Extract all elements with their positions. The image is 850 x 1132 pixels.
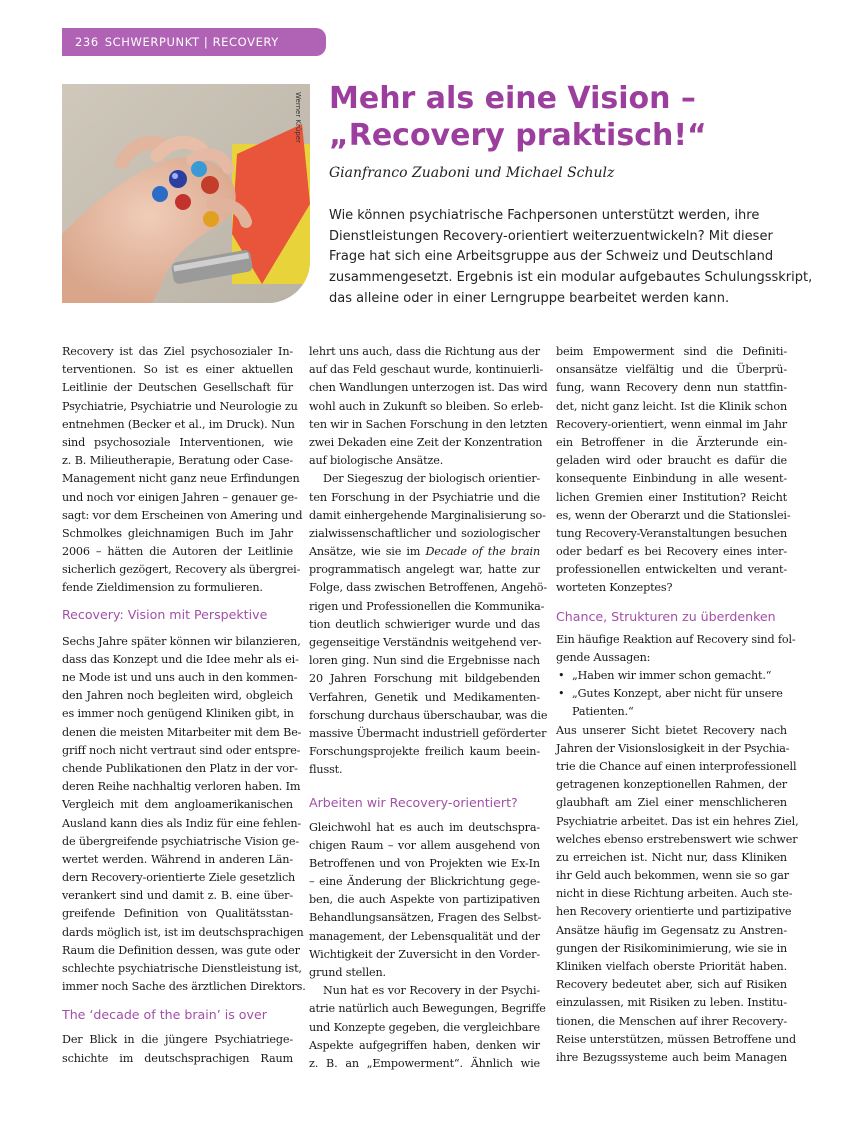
text-line: schlechte psychiatrische Dienstleistung ist, (62, 962, 302, 975)
paragraph (62, 1031, 293, 1067)
text-line: immer noch Sache des ärztlichen Direktors. (62, 980, 306, 994)
section-heading: Arbeiten wir Recovery-orientiert? (309, 794, 518, 810)
text-line: Verfahren, Genetik und Medikamenten- (309, 690, 540, 704)
page-number: 236 (75, 35, 99, 49)
text-line: Raum die Definition dessen, was gute oder (62, 943, 300, 957)
text-line: zialwissenschaftlicher und soziologischer (309, 526, 540, 540)
text-line: de übergreifende psychiatrische Vision ge- (62, 834, 299, 848)
lead-line: Dienstleistungen Recovery-orientiert weiterzuentwickeln? Mit dieser (329, 228, 773, 244)
list-item: • „Haben wir immer schon gemacht.“ (556, 667, 787, 685)
text-line: sagt: vor dem Erscheinen von Amering und (62, 508, 303, 522)
text-line: Recovery-orientiert, wenn einmal im Jahr (556, 417, 787, 431)
text-line: lichen Gremien einer Institution? Reicht (556, 490, 787, 504)
lead-line: Wie können psychiatrische Fachpersonen unterstützt werden, ihre (329, 208, 760, 223)
section-heading: Recovery: Vision mit Perspektive (62, 606, 268, 622)
text-line: dass das Konzept und die Idee mehr als ei- (62, 652, 299, 666)
text-line: Ein häufige Reaktion auf Recovery sind fol- (556, 632, 796, 646)
text-line: forschung durchaus überschaubar, was die (309, 708, 548, 722)
text-line: und noch vor einigen Jahren – genauer ge- (62, 490, 298, 504)
text-line: damit einhergehende Marginalisierung so- (309, 508, 546, 522)
paragraph (556, 722, 799, 1068)
bullet-list (556, 667, 787, 722)
text-line: Nun hat es vor Recovery in der Psychi- (323, 984, 540, 998)
text-line: 2006 – hätten die Autoren der Leitlinie (62, 545, 293, 559)
title-line: „Recovery praktisch!“ (329, 118, 707, 153)
lead-line: Frage hat sich eine Arbeitsgruppe aus der Schweiz und Deutschland (329, 249, 774, 265)
text-line: onsansätze vielfältig und die Überprü- (556, 363, 787, 377)
photo-credit: Werner Krüper (294, 92, 302, 143)
text-line: Psychiatrie arbeitet. Das ist ein hehres Ziel, (556, 814, 799, 828)
text-line: gende Aussagen: (556, 650, 651, 664)
text-line: Vergleich mit dem angloamerikanischen (62, 798, 293, 812)
text-line: trie die Chance auf einen interprofessionell (556, 759, 797, 773)
text-line: denen die meisten Mitarbeiter mit dem Be- (62, 725, 302, 739)
text-line: wohl auch in Zukunft so bleiben. So erleb- (309, 399, 544, 413)
text-line: Jahren der Visionslosigkeit in der Psychia- (556, 741, 790, 755)
text-line: Management nicht ganz neue Erfindungen (62, 472, 300, 486)
text-line: programmatisch angelegt war, hatte zur (309, 563, 540, 577)
text-line: verankert sind und damit z. B. eine über- (62, 889, 293, 903)
text-line: tung Recovery-Veranstaltungen besuchen (556, 526, 787, 540)
text-line: Psychiatrie, Psychiatrie und Neurologie zu (62, 399, 298, 413)
text-line: oder bedarf es bei Recovery eines inter- (556, 545, 787, 559)
text-line: massive Übermacht industriell geförderter (309, 726, 547, 740)
text-line: 20 Jahren Forschung mit bildgebenden (309, 672, 540, 686)
text-line: ten Forschung in der Psychiatrie und die (309, 490, 540, 504)
text-line: dern Recovery-orientierte Ziele gesetzlich (62, 871, 296, 885)
text-run: Ansätze, wie sie im (309, 545, 426, 559)
text-line: welches ebenso erstrebenswert wie schwer (556, 832, 798, 846)
text-line: ihre Bezugssysteme auch beim Managen (556, 1050, 787, 1064)
text-line: chen Wandlungen unterzogen ist. Das wird (309, 381, 548, 395)
text-line: management, der Lebensqualität und der (309, 929, 540, 943)
paragraph (309, 982, 546, 1073)
paragraph (309, 819, 540, 983)
text-line: lehrt uns auch, dass die Richtung aus der (309, 345, 540, 358)
text-line: entnehmen (Becker et al., im Druck). Nun (62, 417, 295, 431)
paragraph (556, 631, 796, 667)
text-line: Leitlinie der Deutschen Gesellschaft für (62, 381, 293, 395)
text-line: Gleichwohl hat es auch im deutschspra- (309, 820, 540, 834)
text-line: rigen und Professionellen die Kommunika- (309, 599, 545, 613)
text-line: greifende Definition von Qualitätsstan- (62, 907, 293, 921)
paragraph (309, 470, 548, 779)
text-line: loren ging. Nun sind die Ergebnisse nach (309, 654, 540, 668)
text-line: tionen, die Menschen auf ihrer Recovery- (556, 1014, 787, 1028)
article-title (329, 80, 799, 154)
section-heading: The ‘decade of the brain’ is over (62, 1007, 267, 1023)
text-line: chigen Raum – vor allem ausgehend von (309, 838, 540, 852)
paragraph (556, 343, 791, 598)
text-line: auf biologische Ansätze. (309, 454, 444, 468)
text-line: ten wir in Sachen Forschung in den letzten (309, 417, 548, 431)
text-line: Folge, dass zwischen Betroffenen, Angehö- (309, 581, 547, 595)
text-line: worteten Konzeptes? (556, 581, 673, 595)
text-line: det, nicht ganz leicht. Ist die Klinik schon (556, 399, 787, 413)
body-column-1 (62, 343, 306, 1068)
text-line: grund stellen. (309, 966, 386, 979)
paragraph (62, 633, 306, 997)
text-line: den Jahren noch begleiten wird, obgleich (62, 689, 293, 703)
text-line: und Konzepte gegeben, die vergleichbare (309, 1020, 540, 1034)
text-line: griff noch nicht vertraut sind oder entspre- (62, 743, 301, 757)
text-line: ben, die auch Aspekte von partizipativen (309, 893, 540, 907)
paragraph (62, 343, 303, 598)
text-line: beim Empowerment sind die Definiti- (556, 345, 787, 358)
text-line: auf das Feld geschaut wurde, kontinuierli- (309, 363, 544, 377)
text-line: Schmolkes gleichnamigen Buch im Jahr (62, 526, 293, 540)
text-line: Behandlungsansätzen, Fragen des Selbst- (309, 911, 542, 925)
body-column-2 (309, 343, 548, 1073)
text-line: z. B. an „Empowerment“. Ähnlich wie (309, 1056, 540, 1070)
title-line: Mehr als eine Vision – (329, 81, 696, 116)
text-line: Der Blick in die jüngere Psychiatriege- (62, 1033, 293, 1047)
text-line: Recovery ist das Ziel psychosozialer In- (62, 345, 293, 358)
text-line: zwei Dekaden eine Zeit der Konzentration (309, 435, 543, 449)
body-column-3 (556, 343, 799, 1067)
text-line: geladen wird oder braucht es dafür die (556, 454, 787, 468)
text-line: Der Siegeszug der biologisch orientier- (323, 472, 541, 486)
text-line: ne Mode ist und uns auch in den kommen- (62, 671, 298, 684)
lead-line: das alleine oder in einer Lerngruppe bearbeitet werden kann. (329, 290, 730, 306)
text-line: atrie natürlich auch Bewegungen, Begriffe (309, 1002, 546, 1016)
text-line: gungen der Risikominimierung, wie sie in (556, 941, 788, 955)
text-line: sind psychosoziale Interventionen, wie (62, 435, 293, 449)
paragraph (309, 343, 548, 470)
text-line: wertet werden. Während in anderen Län- (62, 852, 293, 866)
text-line: Ansätze häufig im Gegensatz zu Anstren- (556, 923, 787, 937)
text-line: konsequente Einbindung in alle wesent- (556, 472, 787, 486)
text-line: es immer noch genügend Kliniken gibt, in (62, 707, 294, 721)
text-line: Aspekte aufgegriffen haben, denken wir (309, 1038, 540, 1052)
text-line (309, 543, 540, 561)
text-line: einzulassen, mit Risiken zu leben. Institu- (556, 996, 787, 1010)
text-line: tion deutlich schwieriger wurde und das (309, 617, 540, 631)
text-line: deren Reihe nachhaltig verloren haben. Im (62, 780, 301, 794)
section-heading: Chance, Strukturen zu überdenken (556, 608, 776, 624)
text-line: flusst. (309, 763, 343, 777)
text-line: professionellen entwickelten und verant- (556, 563, 787, 577)
text-line: schichte im deutschsprachigen Raum (62, 1051, 293, 1065)
emphasis-text: Decade of the brain (425, 545, 541, 559)
text-line: terventionen. So ist es einer aktuellen (62, 363, 293, 377)
text-line: fende Zieldimension zu formulieren. (62, 581, 263, 595)
article-photo (62, 84, 310, 303)
text-line: dards möglich ist, ist im deutschsprachigen (62, 925, 304, 939)
text-line: – eine Änderung der Blickrichtung gege- (309, 875, 540, 889)
list-item-continued: Patienten.“ (572, 705, 634, 719)
text-line: gegenseitige Verständnis weitgehend ver- (309, 636, 542, 649)
text-line: Aus unserer Sicht bietet Recovery nach (556, 723, 787, 737)
text-line: sicherlich gezögert, Recovery als übergrei- (62, 563, 301, 577)
text-line: zu erreichen ist. Nicht nur, dass Kliniken (556, 850, 787, 864)
text-line: hen Recovery orientierte und partizipative (556, 905, 792, 919)
text-line: glaubhaft am Ziel einer menschlicheren (556, 796, 787, 810)
text-line: getragenen konzeptionellen Rahmen, der (556, 778, 787, 792)
text-line: nicht in diese Richtung arbeiten. Auch ste- (556, 887, 793, 901)
text-line: fung, wann Recovery denn nun stattfin- (556, 381, 787, 395)
text-line: Recovery bedeutet aber, sich auf Risiken (556, 978, 787, 992)
text-line: chende Publikationen den Platz in der vor- (62, 761, 298, 775)
text-line: Kliniken vielfach oberste Priorität haben. (556, 960, 787, 973)
text-line: es, wenn der Oberarzt und die Stationslei- (556, 508, 791, 522)
text-line: Wichtigkeit der Zuversicht in den Vorder- (309, 947, 540, 961)
text-line: ein Betroffener in die Ärzterunde ein- (556, 435, 787, 449)
text-line: Reise unterstützen, müssen Betroffene und (556, 1032, 796, 1046)
article-authors: Gianfranco Zuaboni und Michael Schulz (329, 165, 615, 181)
text-line: ihr Geld auch bekommen, wenn sie so gar (556, 869, 789, 883)
text-line: Sechs Jahre später können wir bilanzieren, (62, 634, 301, 648)
running-header (62, 28, 326, 56)
text-line: Forschungsprojekte freilich kaum beein- (309, 745, 540, 759)
text-line: Ausland kann dies als Indiz für eine fehlen- (62, 816, 302, 830)
text-line: Betroffenen und von Projekten wie Ex-In (309, 856, 540, 870)
text-line: z. B. Milieutherapie, Beratung oder Case- (62, 454, 293, 468)
article-lead (329, 206, 813, 310)
lead-line: zusammengesetzt. Ergebnis ist ein modular aufgebautes Schulungsskript, (329, 270, 813, 286)
list-item: • „Gutes Konzept, aber nicht für unsere (556, 685, 787, 703)
section-label: SCHWERPUNKT | RECOVERY (104, 35, 279, 49)
